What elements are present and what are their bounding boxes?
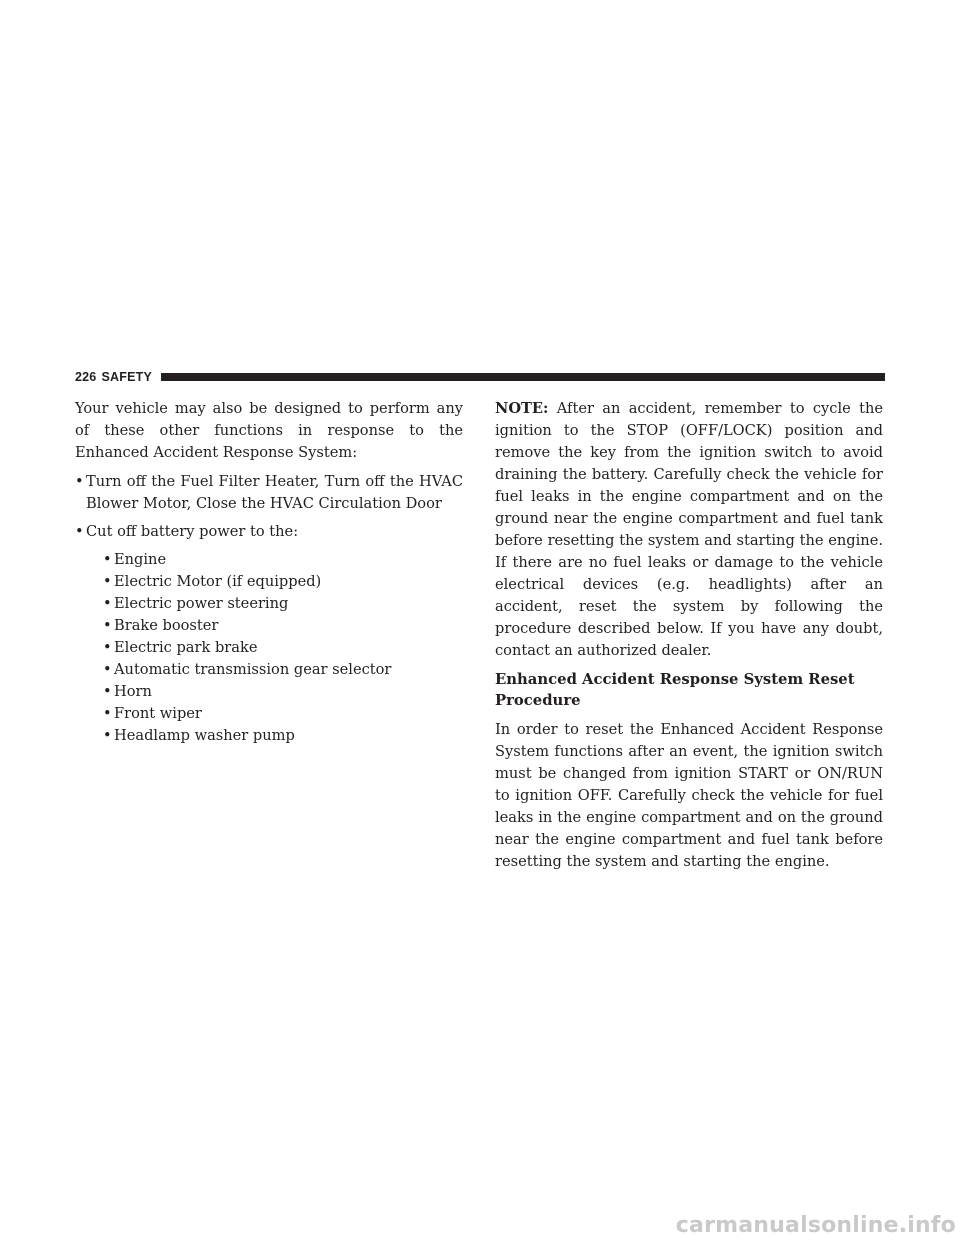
bullet-icon: • bbox=[75, 473, 84, 490]
function-list bbox=[75, 471, 463, 747]
heading-line: Enhanced Accident Response System Reset bbox=[495, 671, 855, 688]
bullet-icon: • bbox=[103, 617, 112, 634]
bullet-icon: • bbox=[103, 727, 112, 744]
bullet-icon: • bbox=[103, 595, 112, 612]
sub-list-item-text: Electric power steering bbox=[114, 595, 289, 612]
list-item bbox=[75, 521, 463, 747]
sub-list-item-text: Automatic transmission gear selector bbox=[114, 661, 392, 678]
header-rule bbox=[161, 373, 885, 381]
intro-paragraph: Your vehicle may also be designed to perform any of these other functions in response to the Enhanced Accident Response System: bbox=[75, 400, 463, 461]
battery-cutoff-list bbox=[86, 549, 463, 747]
sub-list-item-text: Front wiper bbox=[114, 705, 202, 722]
bullet-icon: • bbox=[75, 523, 84, 540]
list-item-text: Cut off battery power to the: bbox=[86, 523, 299, 540]
sub-list-item bbox=[86, 593, 463, 615]
sub-list-item bbox=[86, 681, 463, 703]
right-column bbox=[495, 398, 883, 880]
page-number: 226 bbox=[75, 370, 97, 384]
sub-list-item-text: Brake booster bbox=[114, 617, 219, 634]
watermark: carmanualsonline.info bbox=[675, 1213, 956, 1238]
sub-list-item-text: Electric park brake bbox=[114, 639, 258, 656]
sub-list-item-text: Horn bbox=[114, 683, 152, 700]
list-item bbox=[75, 471, 463, 515]
sub-list-item bbox=[86, 549, 463, 571]
bullet-icon: • bbox=[103, 705, 112, 722]
bullet-icon: • bbox=[103, 683, 112, 700]
page-header bbox=[75, 369, 885, 385]
note-label: NOTE: bbox=[495, 400, 549, 417]
sub-list-item-text: Electric Motor (if equipped) bbox=[114, 573, 322, 590]
left-column bbox=[75, 398, 463, 753]
section-title: SAFETY bbox=[101, 370, 152, 384]
sub-list-item-text: Headlamp washer pump bbox=[114, 727, 295, 744]
sub-list-item bbox=[86, 659, 463, 681]
sub-list-item bbox=[86, 637, 463, 659]
sub-list-item bbox=[86, 615, 463, 637]
heading-line: Procedure bbox=[495, 692, 581, 709]
reset-procedure-heading bbox=[495, 669, 883, 711]
sub-list-item bbox=[86, 571, 463, 593]
bullet-icon: • bbox=[103, 639, 112, 656]
bullet-icon: • bbox=[103, 551, 112, 568]
sub-list-item-text: Engine bbox=[114, 551, 167, 568]
reset-procedure-paragraph: In order to reset the Enhanced Accident Response System functions after an event, the ignition switch must be changed from ignition START or ON/RUN to ignition OFF. Carefully check the vehicle for fuel leaks in the engine compartment and on the ground near the engine compartment and fuel tank before resetting the system and starting the engine. bbox=[495, 721, 883, 870]
note-text: After an accident, remember to cycle the ignition to the STOP (OFF/LOCK) position and remove the key from the ignition switch to avoid draining the battery. Carefully check the vehicle for fuel leaks in the engine compartment and on the ground near the engine compartment and fuel tank before resetting the system and starting the engine. If there are no fuel leaks or damage to the vehicle electrical devices (e.g. headlights) after an accident, reset the system by following the procedure described below. If you have any doubt, contact an authorized dealer. bbox=[495, 400, 883, 659]
bullet-icon: • bbox=[103, 661, 112, 678]
sub-list-item bbox=[86, 703, 463, 725]
sub-list-item bbox=[86, 725, 463, 747]
list-item-text: Turn off the Fuel Filter Heater, Turn off the HVAC Blower Motor, Close the HVAC Circulation Door bbox=[86, 473, 463, 512]
note-paragraph bbox=[495, 398, 883, 662]
bullet-icon: • bbox=[103, 573, 112, 590]
